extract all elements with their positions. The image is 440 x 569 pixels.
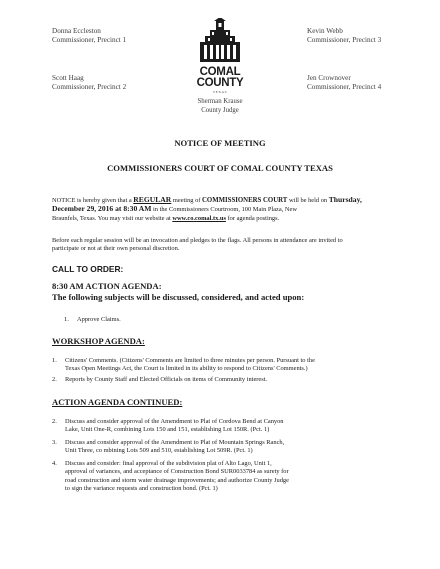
workshop-heading: WORKSHOP AGENDA: — [52, 336, 145, 346]
invocation-line: participate or not at their own personal discretion. — [52, 245, 180, 253]
commissioner-name: Donna Eccleston — [52, 27, 101, 35]
logo-text-comal: COMAL — [199, 66, 241, 78]
commissioner-precinct-1 — [52, 27, 126, 45]
item-text: Reports by County Staff and Elected Officials on items of Community interest. — [65, 376, 268, 383]
notice-text: will be held on — [288, 197, 328, 204]
court-name: COMMISSIONERS COURT — [202, 197, 288, 204]
commissioner-title: Commissioner, Precinct 1 — [52, 36, 127, 44]
item-number: 4. — [52, 460, 57, 467]
item-text: Approve Claims. — [77, 316, 121, 323]
notice-text: Braunfels, Texas. You may visit our website at — [52, 214, 171, 222]
page-subtitle: COMMISSIONERS COURT OF COMAL COUNTY TEXAS — [107, 163, 333, 173]
item-text: approval of variances, and acceptance of Construction Bond SUR0033784 as surety for — [65, 468, 289, 476]
page-title: NOTICE OF MEETING — [174, 138, 266, 148]
commissioner-name: Jen Crownover — [307, 74, 351, 82]
continued-item — [52, 439, 392, 459]
action-agenda-continued-heading: ACTION AGENDA CONTINUED: — [52, 397, 183, 407]
notice-text: NOTICE is hereby given that a — [52, 197, 132, 204]
commissioner-name: Kevin Webb — [307, 27, 343, 35]
commissioner-precinct-4 — [307, 74, 381, 92]
commissioner-name: Scott Haag — [52, 74, 84, 82]
county-logo — [188, 18, 252, 94]
notice-text: for agenda postings. — [227, 214, 280, 222]
commissioner-title: Commissioner, Precinct 3 — [307, 36, 382, 44]
notice-paragraph — [52, 196, 392, 223]
meeting-type: REGULAR — [133, 195, 172, 204]
item-text: Discuss and consider approval of the Amendment to Plat of Cordova Bend at Canyon — [65, 418, 284, 425]
notice-text: meeting of — [172, 197, 201, 204]
commissioner-title: Commissioner, Precinct 2 — [52, 83, 127, 91]
continued-item — [52, 460, 392, 496]
workshop-item — [52, 357, 392, 377]
county-judge — [170, 98, 270, 115]
item-number: 1. — [64, 316, 69, 323]
website-link[interactable]: www.co.comal.tx.us — [172, 214, 226, 222]
item-text: Texas Open Meetings Act, the Court is limited in its ability to respond to Citizens' Comments.) — [65, 365, 308, 373]
notice-text: in the Commissioners Courtroom, 100 Main Plaza, New — [153, 206, 297, 214]
action-agenda-subheading: The following subjects will be discussed, considered, and acted upon: — [52, 292, 305, 302]
logo-text-texas: TEXAS — [212, 90, 228, 94]
item-text: Discuss and consider approval of the Amendment to Plat of Mountain Springs Ranch, — [65, 439, 285, 446]
item-number: 3. — [52, 439, 57, 446]
item-text: road construction and storm water drainage improvements; and authorize County Judge — [65, 476, 289, 484]
action-agenda-heading: 8:30 AM ACTION AGENDA: — [52, 281, 162, 291]
meeting-day: Thursday, — [328, 195, 362, 204]
invocation-line: Before each regular session will be an invocation and pledges to the flags. All persons in attendance are invited to — [52, 237, 343, 244]
item-number: 2. — [52, 418, 57, 425]
courthouse-icon — [196, 18, 244, 62]
item-text: Lake, Unit One-R, combining Lots 150 and 151, establishing Lot 150R. (Pct. 1) — [65, 426, 270, 434]
commissioner-precinct-3 — [307, 27, 381, 45]
commissioner-title: Commissioner, Precinct 4 — [307, 83, 382, 91]
item-text: Citizens' Comments. (Citizens' Comments are limited to three minutes per person. Pursuant to the — [65, 357, 315, 364]
logo-text-county: COUNTY — [196, 77, 244, 89]
item-text: to sign the variance requests and construction bond. (Pct. 1) — [65, 484, 218, 492]
item-text: Discuss and consider: final approval of the subdivision plat of Alto Lago, Unit 1, — [65, 460, 272, 467]
commissioner-precinct-2 — [52, 74, 126, 92]
item-text: Unit Three, co mbining Lots 509 and 510, establishing Lot 509R. (Pct. 1) — [65, 447, 253, 455]
workshop-item — [52, 376, 392, 386]
call-to-order-heading: CALL TO ORDER: — [52, 264, 124, 274]
item-number: 2. — [52, 376, 57, 383]
meeting-date: December 29, 2016 at 8:30 AM — [52, 204, 152, 214]
judge-name: Sherman Krause — [197, 98, 243, 105]
item-number: 1. — [52, 357, 57, 364]
continued-item — [52, 418, 392, 438]
invocation-paragraph — [52, 237, 392, 254]
judge-title: County Judge — [201, 106, 239, 114]
